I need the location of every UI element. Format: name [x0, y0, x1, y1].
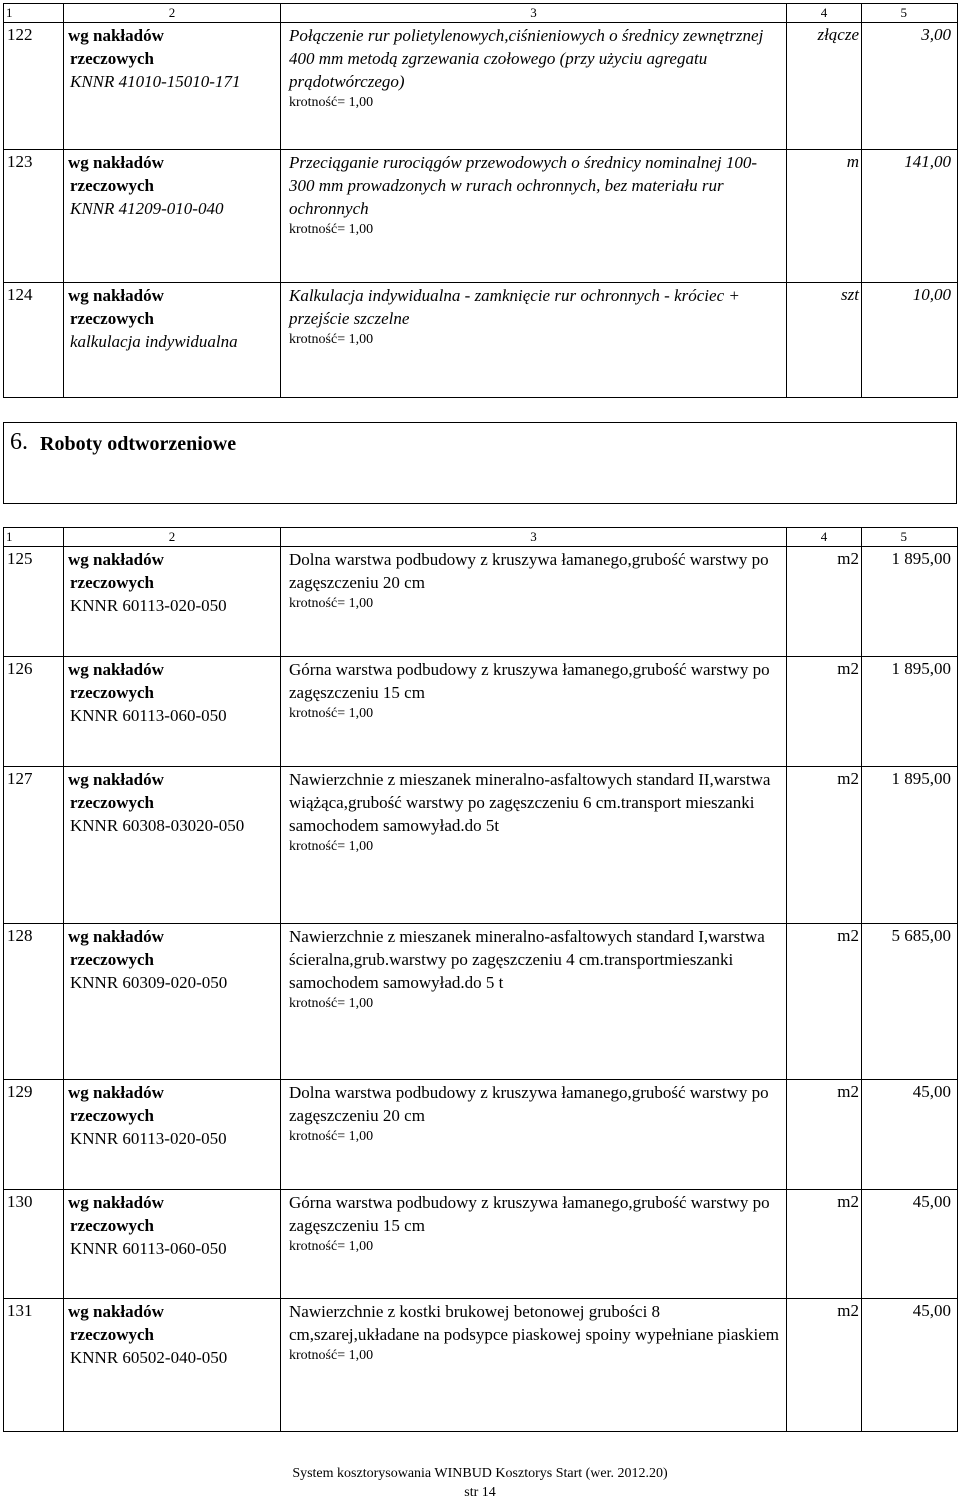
multiplier: krotność= 1,00: [289, 839, 374, 854]
column-header-row: [4, 528, 958, 547]
item-quantity: 1 895,00: [862, 657, 958, 767]
col-header: 2: [64, 528, 281, 547]
item-unit: m2: [787, 1190, 862, 1299]
col-header: 1: [4, 528, 64, 547]
col-header: 2: [64, 4, 281, 23]
item-number: 123: [4, 150, 64, 283]
item-unit: m2: [787, 657, 862, 767]
item-number: 124: [4, 283, 64, 398]
item-description: Górna warstwa podbudowy z kruszywa łamanego,grubość warstwy po zagęszczeniu 15 cm krotność= 1,00: [281, 657, 787, 767]
table-row: [4, 1190, 958, 1299]
table-row: [4, 547, 958, 657]
section-number: 6.: [10, 429, 28, 455]
item-description: Górna warstwa podbudowy z kruszywa łamanego,grubość warstwy po zagęszczeniu 15 cm krotność= 1,00: [281, 1190, 787, 1299]
item-description: Połączenie rur polietylenowych,ciśnieniowych o średnicy zewnętrznej 400 mm metodą zgrzewania czołowego (przy użyciu agregatu prądotwórczego) krotność= 1,00: [281, 23, 787, 150]
cost-table-1: [3, 3, 958, 398]
table-row: [4, 924, 958, 1080]
section-title: Roboty odtworzeniowe: [40, 433, 237, 455]
item-quantity: 45,00: [862, 1190, 958, 1299]
cost-table-2: [3, 527, 958, 1432]
multiplier: krotność= 1,00: [289, 1129, 374, 1144]
multiplier: krotność= 1,00: [289, 1239, 374, 1254]
item-description: Dolna warstwa podbudowy z kruszywa łamanego,grubość warstwy po zagęszczeniu 20 cm krotność= 1,00: [281, 1080, 787, 1190]
multiplier: krotność= 1,00: [289, 706, 374, 721]
item-number: 130: [4, 1190, 64, 1299]
multiplier: krotność= 1,00: [289, 1348, 374, 1363]
table-row: [4, 657, 958, 767]
col-header: 1: [4, 4, 64, 23]
item-number: 128: [4, 924, 64, 1080]
item-basis: wg nakładów rzeczowych KNNR 60113-060-050: [64, 1190, 281, 1299]
item-unit: m: [787, 150, 862, 283]
section-header: [3, 422, 957, 504]
item-number: 129: [4, 1080, 64, 1190]
table-row: [4, 150, 958, 283]
multiplier: krotność= 1,00: [289, 596, 374, 611]
item-unit: m2: [787, 924, 862, 1080]
item-unit: m2: [787, 767, 862, 924]
item-unit: m2: [787, 547, 862, 657]
col-header: 3: [281, 528, 787, 547]
item-description: Nawierzchnie z kostki brukowej betonowej grubości 8 cm,szarej,układane na podsypce piaskowej spoiny wypełniane piaskiem krotność= 1,00: [281, 1299, 787, 1432]
table-row: [4, 767, 958, 924]
item-description: Dolna warstwa podbudowy z kruszywa łamanego,grubość warstwy po zagęszczeniu 20 cm krotność= 1,00: [281, 547, 787, 657]
item-unit: m2: [787, 1299, 862, 1432]
table-row: [4, 23, 958, 150]
item-number: 122: [4, 23, 64, 150]
item-unit: szt: [787, 283, 862, 398]
item-basis: wg nakładów rzeczowych kalkulacja indywidualna: [64, 283, 281, 398]
col-header: 4: [787, 528, 862, 547]
item-quantity: 141,00: [862, 150, 958, 283]
item-quantity: 5 685,00: [862, 924, 958, 1080]
item-description: Kalkulacja indywidualna - zamknięcie rur ochronnych - króciec + przejście szczelne krotność= 1,00: [281, 283, 787, 398]
item-quantity: 1 895,00: [862, 767, 958, 924]
table-row: [4, 283, 958, 398]
column-header-row: [4, 4, 958, 23]
item-quantity: 45,00: [862, 1299, 958, 1432]
item-unit: złącze: [787, 23, 862, 150]
item-description: Nawierzchnie z mieszanek mineralno-asfaltowych standard II,warstwa wiążąca,grubość warstwy po zagęszczeniu 6 cm.transport mieszanki samochodem samowyład.do 5t krotność= 1,00: [281, 767, 787, 924]
item-number: 127: [4, 767, 64, 924]
table-row: [4, 1299, 958, 1432]
table-row: [4, 1080, 958, 1190]
item-basis: wg nakładów rzeczowych KNNR 60113-020-050: [64, 1080, 281, 1190]
item-quantity: 10,00: [862, 283, 958, 398]
item-unit: m2: [787, 1080, 862, 1190]
item-quantity: 3,00: [862, 23, 958, 150]
col-header: 4: [787, 4, 862, 23]
item-quantity: 1 895,00: [862, 547, 958, 657]
footer-page-number: str 14: [464, 1485, 496, 1500]
item-basis: wg nakładów rzeczowych KNNR 41209-010-040: [64, 150, 281, 283]
item-description: Przeciąganie rurociągów przewodowych o średnicy nominalnej 100-300 mm prowadzonych w rurach ochronnych, bez materiału rur ochronnych krotność= 1,00: [281, 150, 787, 283]
item-basis: wg nakładów rzeczowych KNNR 60308-03020-050: [64, 767, 281, 924]
multiplier: krotność= 1,00: [289, 996, 374, 1011]
footer-system: System kosztorysowania WINBUD Kosztorys Start (wer. 2012.20): [292, 1466, 668, 1481]
item-basis: wg nakładów rzeczowych KNNR 60113-060-050: [64, 657, 281, 767]
item-quantity: 45,00: [862, 1080, 958, 1190]
item-basis: wg nakładów rzeczowych KNNR 60309-020-050: [64, 924, 281, 1080]
item-number: 126: [4, 657, 64, 767]
item-number: 125: [4, 547, 64, 657]
item-basis: wg nakładów rzeczowych KNNR 41010-15010-171: [64, 23, 281, 150]
col-header: 5: [862, 528, 958, 547]
item-description: Nawierzchnie z mieszanek mineralno-asfaltowych standard I,warstwa ścieralna,grub.warstwy po zagęszczeniu 4 cm.transportmieszanki samochodem samowyład.do 5 t krotność= 1,00: [281, 924, 787, 1080]
multiplier: krotność= 1,00: [289, 332, 374, 347]
col-header: 3: [281, 4, 787, 23]
item-basis: wg nakładów rzeczowych KNNR 60113-020-050: [64, 547, 281, 657]
item-basis: wg nakładów rzeczowych KNNR 60502-040-050: [64, 1299, 281, 1432]
col-header: 5: [862, 4, 958, 23]
multiplier: krotność= 1,00: [289, 222, 374, 237]
item-number: 131: [4, 1299, 64, 1432]
multiplier: krotność= 1,00: [289, 95, 374, 110]
